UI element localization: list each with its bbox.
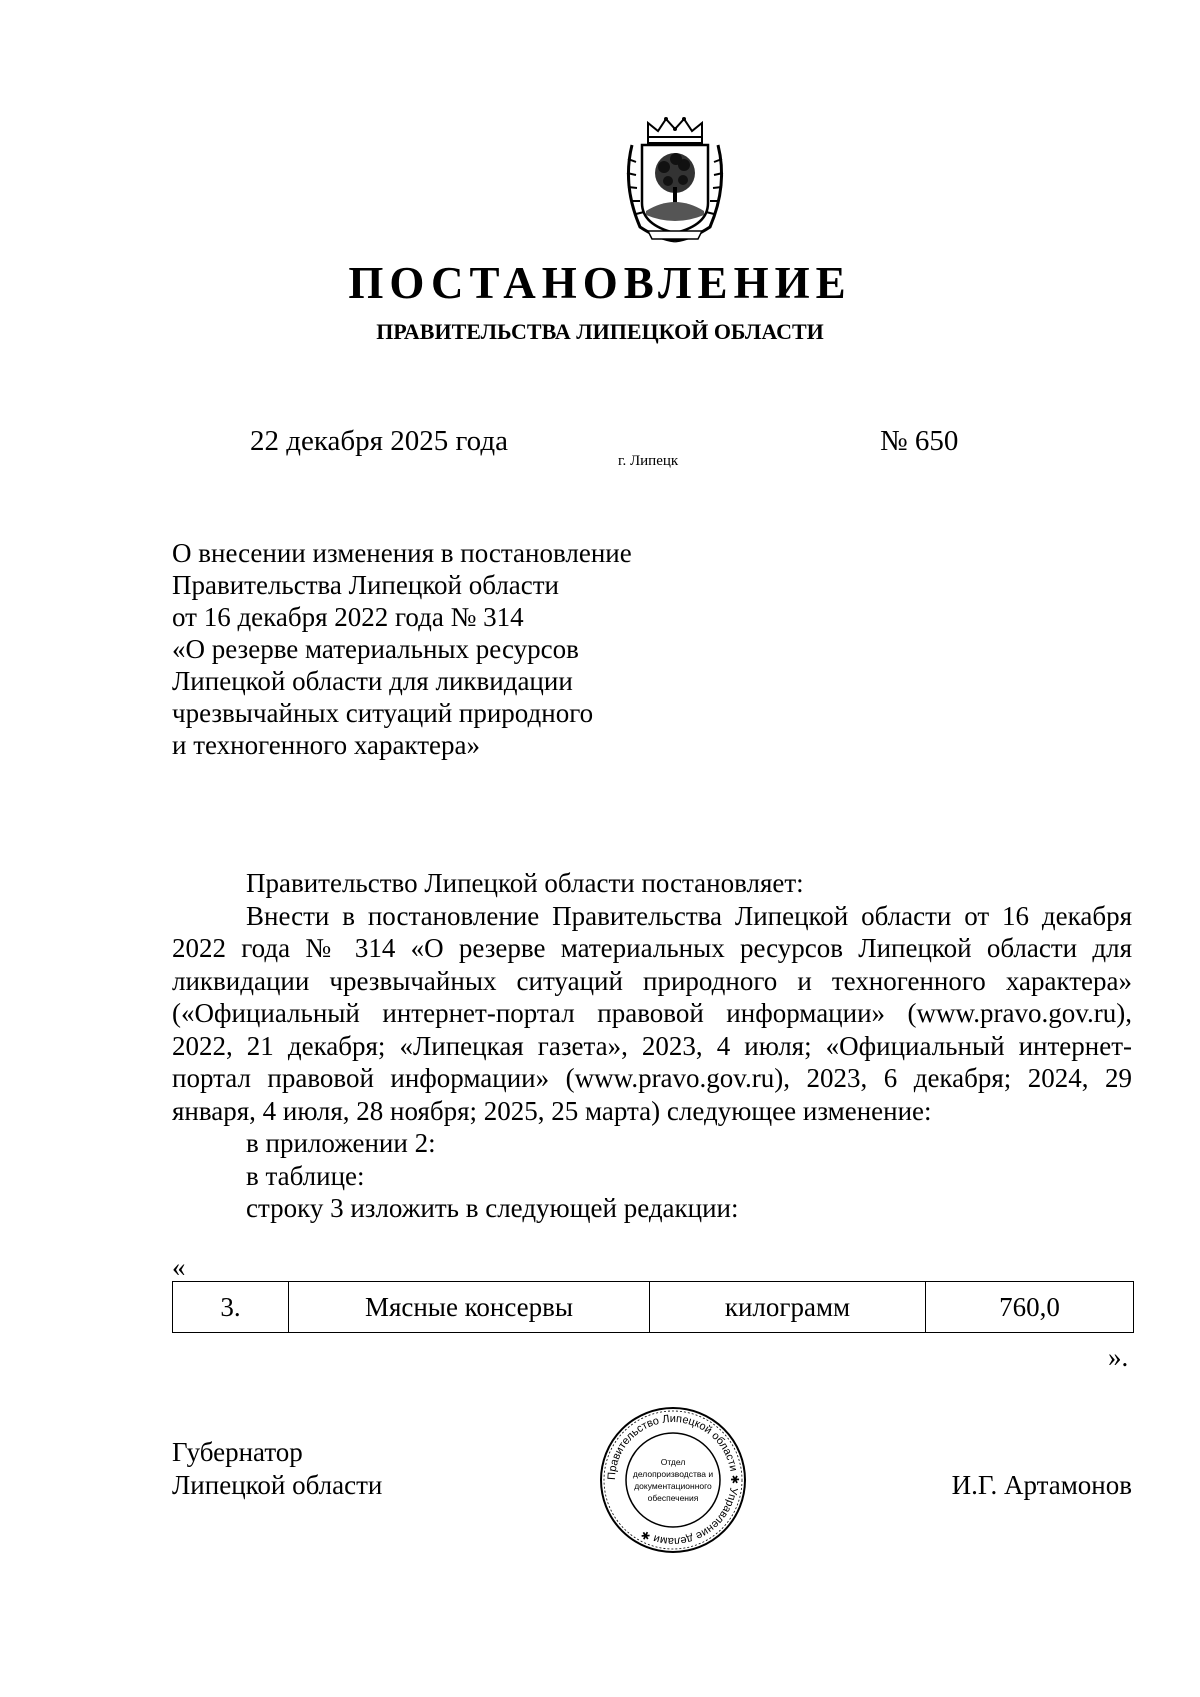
subject-line: от 16 декабря 2022 года № 314 xyxy=(172,602,524,632)
subject-line: «О резерве материальных ресурсов xyxy=(172,634,579,664)
subject-line: О внесении изменения в постановление xyxy=(172,538,632,568)
document-city: г. Липецк xyxy=(618,453,679,469)
table-cell-number: 3. xyxy=(173,1282,289,1333)
subject-line: Правительства Липецкой области xyxy=(172,570,560,600)
subject-line: чрезвычайных ситуаций природного xyxy=(172,698,594,728)
seal-ring-text: Правительство Липецкой области ✱ Управление делами ✱ xyxy=(605,1412,741,1548)
close-quote: ». xyxy=(1108,1342,1129,1372)
document-subject xyxy=(172,537,732,761)
body-main-paragraph: Внести в постановление Правительства Липецкой области от 16 декабря 2022 года № 314 «О резерве материальных ресурсов Липецкой области для ликвидации чрезвычайных ситуаций природного и техногенного характера» («Официальный интернет-портал правовой информации» (www.pravo.gov.ru), 2022, 21 декабря; «Липецкая газета», 2023, 4 июля; «Официальный интернет-портал правовой информации» (www.pravo.gov.ru), 2023, 6 декабря; 2024, 29 января, 4 июля, 28 ноября; 2025, 25 марта) следующее изменение: xyxy=(172,900,1132,1126)
signatory-position-line: Липецкой области xyxy=(172,1470,383,1500)
document-subtitle: ПРАВИТЕЛЬСТВА ЛИПЕЦКОЙ ОБЛАСТИ xyxy=(376,319,824,344)
body-intro: Правительство Липецкой области постановляет: xyxy=(246,868,804,898)
document-body xyxy=(172,867,1132,1225)
coat-of-arms-icon xyxy=(618,115,732,243)
document-number: № 650 xyxy=(880,425,959,457)
subject-line: и техногенного характера» xyxy=(172,730,480,760)
seal-center-line: документационного xyxy=(634,1481,712,1491)
body-item: в приложении 2: xyxy=(246,1128,436,1158)
document-title: ПОСТАНОВЛЕНИЕ xyxy=(348,258,852,308)
body-item: строку 3 изложить в следующей редакции: xyxy=(246,1193,739,1223)
table-row xyxy=(173,1282,1134,1333)
seal-center-line: обеспечения xyxy=(647,1493,699,1503)
amendment-table xyxy=(172,1281,1134,1333)
signatory-position-line: Губернатор xyxy=(172,1437,303,1467)
signatory-position xyxy=(172,1436,382,1502)
table-cell-unit: килограмм xyxy=(650,1282,926,1333)
table-cell-quantity: 760,0 xyxy=(926,1282,1134,1333)
body-item: в таблице: xyxy=(246,1160,365,1191)
signatory-name: И.Г. Артамонов xyxy=(951,1470,1132,1500)
document-date: 22 декабря 2025 года xyxy=(250,425,508,457)
seal-center-line: Отдел xyxy=(660,1457,686,1467)
table-cell-item: Мясные консервы xyxy=(289,1282,650,1333)
subject-line: Липецкой области для ликвидации xyxy=(172,666,573,696)
seal-center-line: делопроизводства и xyxy=(632,1469,714,1479)
official-seal-icon xyxy=(598,1405,748,1555)
open-quote: « xyxy=(172,1252,186,1282)
